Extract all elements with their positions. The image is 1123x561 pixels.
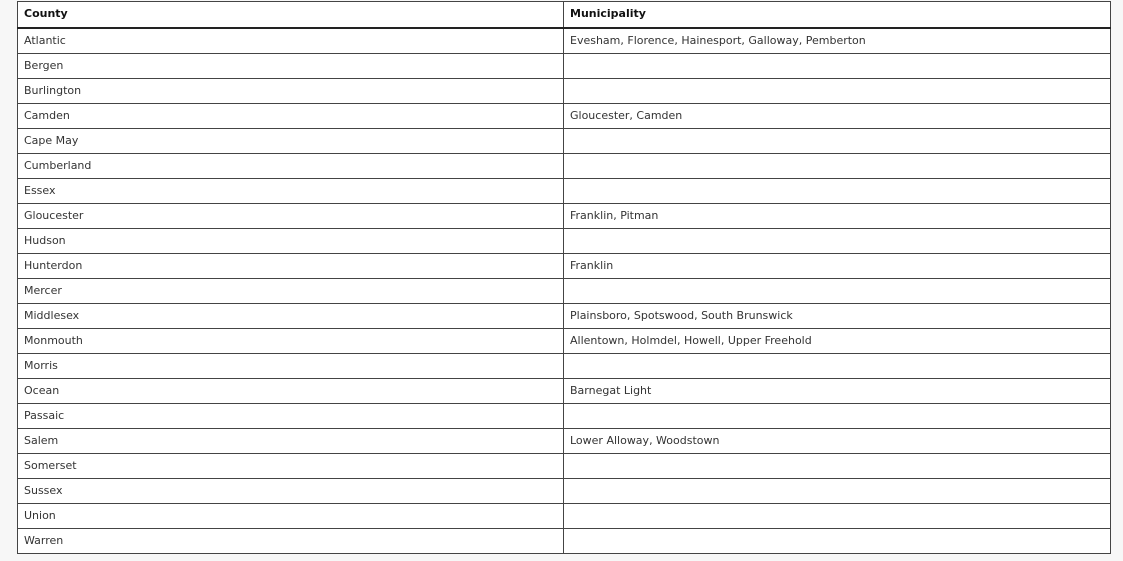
table-row [18,278,1111,303]
county-cell: Passaic [18,403,564,428]
table-row [18,428,1111,453]
county-cell: Union [18,503,564,528]
municipality-cell [564,128,1111,153]
county-cell: Essex [18,178,564,203]
municipality-cell: Barnegat Light [564,378,1111,403]
table-row [18,353,1111,378]
county-cell: Cumberland [18,153,564,178]
county-cell: Middlesex [18,303,564,328]
county-cell: Hudson [18,228,564,253]
municipality-cell: Evesham, Florence, Hainesport, Galloway, Pemberton [564,28,1111,54]
county-cell: Salem [18,428,564,453]
municipality-cell [564,353,1111,378]
table-row [18,28,1111,54]
municipality-cell [564,528,1111,553]
county-cell: Hunterdon [18,253,564,278]
table-row [18,153,1111,178]
municipality-cell: Franklin [564,253,1111,278]
municipality-cell: Lower Alloway, Woodstown [564,428,1111,453]
county-cell: Cape May [18,128,564,153]
municipality-cell [564,453,1111,478]
county-cell: Camden [18,103,564,128]
column-header-county: County [18,2,564,28]
table-row [18,528,1111,553]
county-cell: Atlantic [18,28,564,54]
table-row [18,303,1111,328]
county-cell: Warren [18,528,564,553]
county-cell: Burlington [18,78,564,103]
municipality-cell [564,153,1111,178]
table-row [18,178,1111,203]
municipality-cell [564,228,1111,253]
table-row [18,503,1111,528]
municipality-cell [564,478,1111,503]
municipality-cell [564,178,1111,203]
municipality-cell [564,278,1111,303]
municipality-cell [564,403,1111,428]
county-cell: Morris [18,353,564,378]
county-cell: Bergen [18,53,564,78]
table-row [18,453,1111,478]
table-row [18,228,1111,253]
county-cell: Sussex [18,478,564,503]
municipality-cell: Allentown, Holmdel, Howell, Upper Freehold [564,328,1111,353]
table-row [18,378,1111,403]
table-row [18,103,1111,128]
municipality-cell: Franklin, Pitman [564,203,1111,228]
table-row [18,128,1111,153]
table-row [18,328,1111,353]
municipality-cell [564,503,1111,528]
table-header-row [18,2,1111,28]
county-cell: Monmouth [18,328,564,353]
municipality-cell: Plainsboro, Spotswood, South Brunswick [564,303,1111,328]
table-row [18,478,1111,503]
county-municipality-table [17,1,1111,554]
county-cell: Gloucester [18,203,564,228]
county-cell: Mercer [18,278,564,303]
table-row [18,203,1111,228]
table-body [18,28,1111,554]
county-cell: Somerset [18,453,564,478]
table-row [18,53,1111,78]
column-header-municipality: Municipality [564,2,1111,28]
municipality-cell [564,78,1111,103]
county-cell: Ocean [18,378,564,403]
table-row [18,253,1111,278]
table-row [18,403,1111,428]
table-row [18,78,1111,103]
municipality-cell [564,53,1111,78]
county-municipality-table-container [17,1,1110,554]
municipality-cell: Gloucester, Camden [564,103,1111,128]
